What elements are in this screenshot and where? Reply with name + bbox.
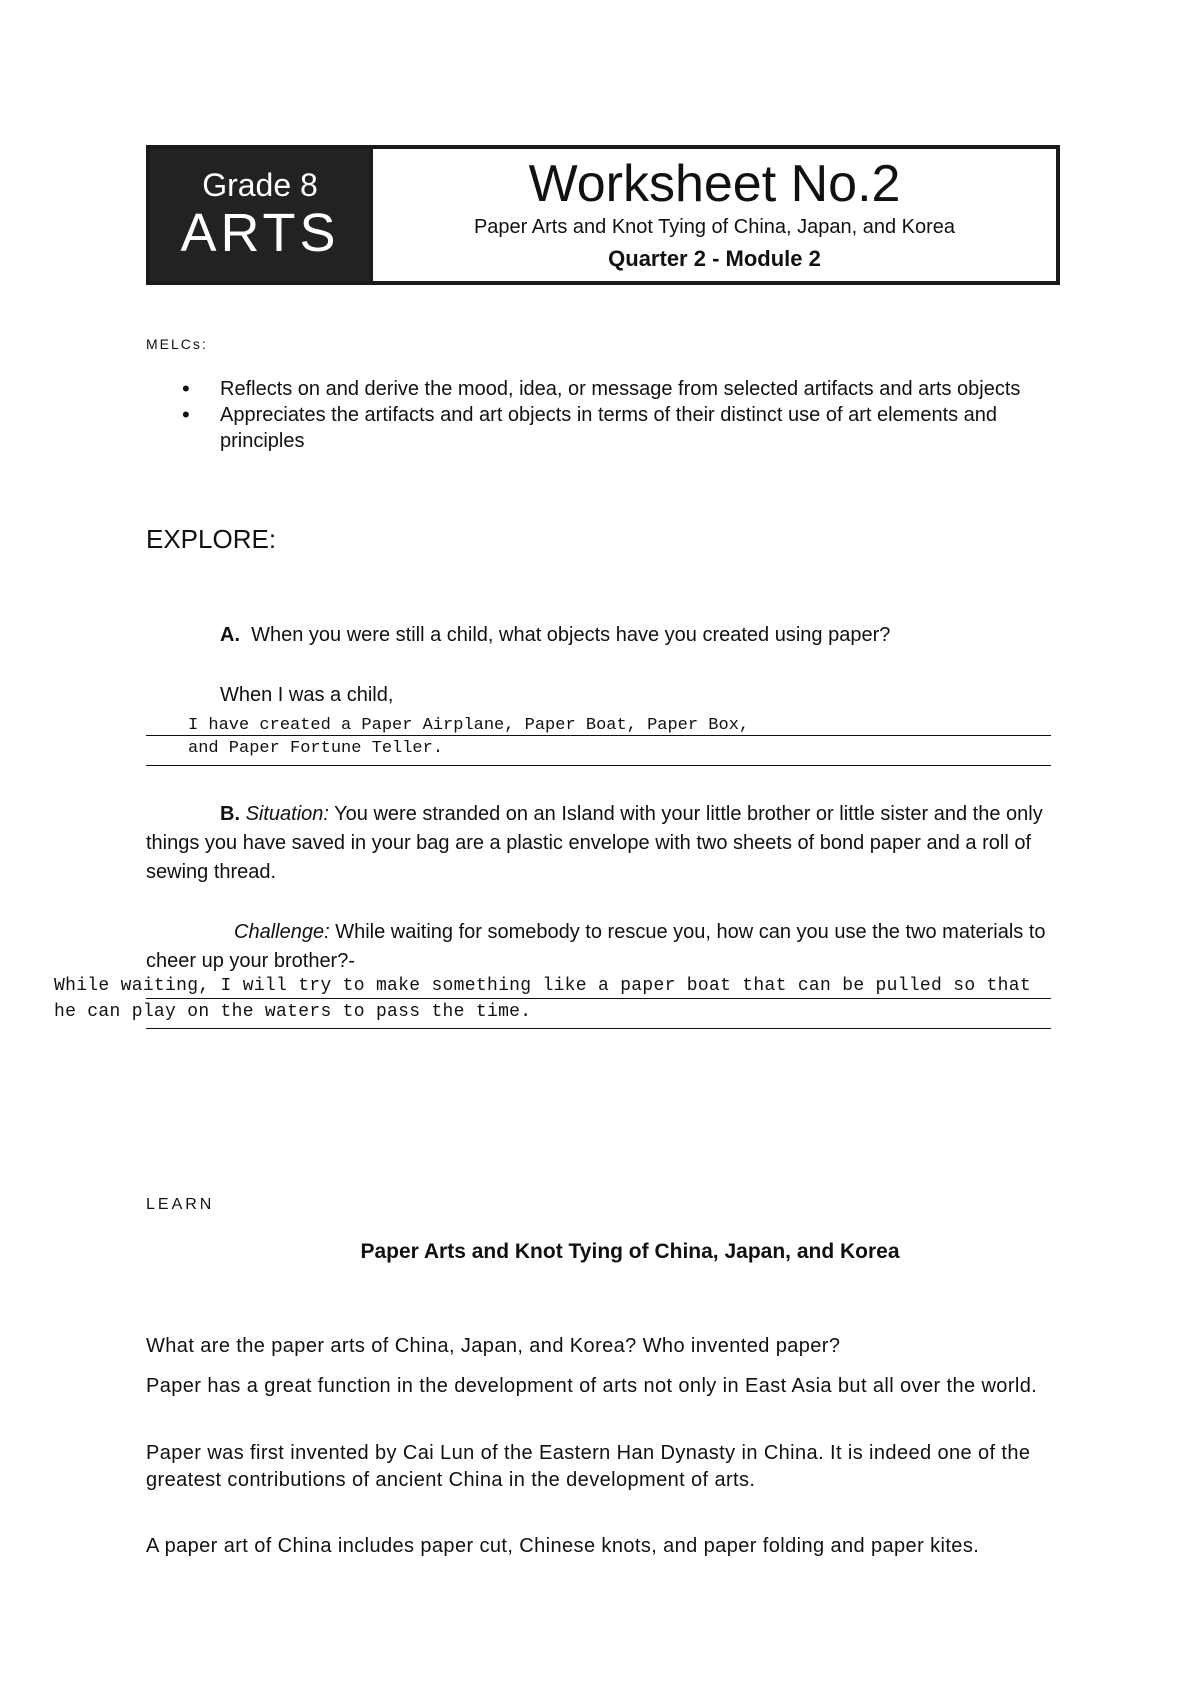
- learn-heading: LEARN: [146, 1196, 215, 1213]
- challenge: [146, 918, 1076, 976]
- challenge-label: Challenge:: [234, 921, 330, 943]
- learn-title: Paper Arts and Knot Tying of China, Japan, and Korea: [360, 1240, 900, 1263]
- worksheet-header: [146, 145, 1060, 285]
- answer-b-line-2[interactable]: he can play on the waters to pass the time.: [54, 1002, 532, 1022]
- melc-item: • Appreciates the artifacts and art objects in terms of their distinct use of art elements and principles: [180, 402, 1060, 454]
- answer-a-line-2[interactable]: and Paper Fortune Teller.: [188, 739, 444, 758]
- situation-text: You were stranded on an Island with your little brother or little sister and the only things you have saved in your bag are a plastic envelope with two sheets of bond paper and a roll of sewing thread.: [146, 803, 1043, 883]
- learn-paragraph: A paper art of China includes paper cut, Chinese knots, and paper folding and paper kites.: [146, 1535, 980, 1557]
- question-a-label: A.: [220, 624, 240, 646]
- learn-paragraph: Paper has a great function in the development of arts not only in East Asia but all over the world.: [146, 1375, 1038, 1397]
- worksheet-title: Worksheet No.2: [528, 155, 901, 213]
- answer-a-line-1[interactable]: I have created a Paper Airplane, Paper Boat, Paper Box,: [188, 716, 750, 735]
- subject-label: ARTS: [180, 203, 340, 263]
- question-b: [146, 800, 1076, 887]
- melcs-label: MELCs:: [146, 336, 208, 352]
- answer-line-divider: [146, 998, 1051, 999]
- challenge-text: While waiting for somebody to rescue you, how can you use the two materials to cheer up your brother?-: [146, 921, 1046, 972]
- quarter-module: Quarter 2 - Module 2: [608, 246, 821, 271]
- answer-a-prompt: When I was a child,: [220, 684, 394, 706]
- answer-b-line-1[interactable]: While waiting, I will try to make something like a paper boat that can be pulled so that: [54, 976, 1031, 996]
- answer-line-divider: [146, 735, 1051, 736]
- subject-block: [150, 149, 370, 281]
- melcs-list: [180, 376, 1060, 454]
- answer-line-divider: [146, 765, 1051, 766]
- worksheet-subtitle: Paper Arts and Knot Tying of China, Japan, and Korea: [473, 216, 956, 238]
- situation-label: Situation:: [245, 803, 329, 825]
- question-a-text: When you were still a child, what objects have you created using paper?: [251, 624, 891, 646]
- grade-label: Grade 8: [202, 167, 318, 203]
- explore-heading: EXPLORE:: [146, 524, 277, 554]
- melc-item: • Reflects on and derive the mood, idea, or message from selected artifacts and arts objects: [180, 376, 1060, 402]
- learn-paragraph: Paper was first invented by Cai Lun of the Eastern Han Dynasty in China. It is indeed one of the greatest contributions of ancient China in the development of arts.: [146, 1442, 1031, 1491]
- learn-paragraph: What are the paper arts of China, Japan, and Korea? Who invented paper?: [146, 1335, 841, 1357]
- answer-line-divider: [146, 1028, 1051, 1029]
- title-block: [370, 149, 1056, 281]
- question-a: [220, 624, 890, 647]
- question-b-label: B.: [220, 803, 240, 825]
